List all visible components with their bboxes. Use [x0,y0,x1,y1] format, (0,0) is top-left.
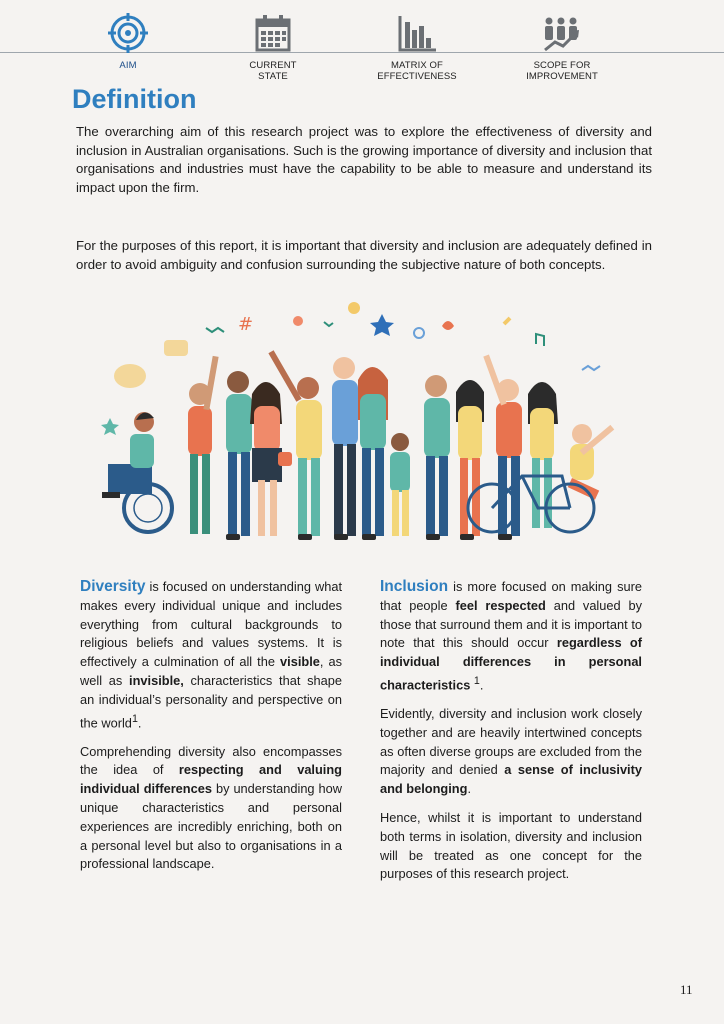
diversity-paragraph-2 [80,743,342,875]
text-bold: feel respected [455,597,546,613]
text-run: , as well as [80,654,342,688]
nav-label-scope: SCOPE FOR IMPROVEMENT [526,60,598,82]
inclusion-column [380,578,642,894]
text-bold: regardless of individual differences in personal characteristics [380,635,642,693]
nav-item-current-state[interactable] [218,12,328,82]
inclusion-term: Inclusion [380,578,449,595]
text-run: . [467,781,471,797]
nav-item-scope[interactable] [507,12,617,82]
svg-text:#: # [238,314,254,335]
page-number: 11 [680,982,693,997]
nav-item-matrix[interactable] [362,12,472,82]
footnote-ref: 1 [131,712,138,725]
text-run: . [479,677,484,693]
inclusion-paragraph-2 [380,705,642,799]
intro-paragraph-2: For the purposes of this report, it is important that diversity and inclusion are adequately defined in order to avoid ambiguity and confusion surrounding the subjective nature of both concepts. [76,238,652,272]
page-title: Definition [72,84,197,114]
text-bold: visible [280,654,320,670]
people-growth-icon [541,12,583,54]
text-bold: a sense of inclusivity and belonging [380,762,642,797]
text-bold: respecting and valuing individual differences [80,762,342,797]
diversity-paragraph-1 [80,578,342,733]
footnote-ref: 1 [473,674,480,687]
target-icon [107,12,149,54]
intro-paragraph-1: The overarching aim of this research project was to explore the effectiveness of diversity and inclusion in Australian organisations. Such is the growing importance of diversity and inclusion that organisations and industries must have the capability to be able to measure and understand its impact upon the firm. [76,124,652,195]
diverse-people-illustration [92,296,652,544]
nav-item-aim[interactable] [73,12,183,71]
text-run: Comprehending diversity also encompasses the idea of [80,743,342,778]
text-run: is more focused on making sure that people [380,579,642,613]
crowd [188,350,614,540]
nav-label-aim: AIM [119,60,137,71]
calendar-icon [252,12,294,54]
diversity-column [80,578,342,884]
text-run: Evidently, diversity and inclusion work closely together and are heavily intertwined concepts as often diverse groups are excluded from the majority and denied [380,706,642,778]
inclusion-paragraph-3: Hence, whilst it is important to understand both terms in isolation, diversity and inclusion will be treated as one concept for the purposes of this research project. [380,810,642,882]
text-run: is focused on understanding what makes every individual unique and includes everything from cultural backgrounds to religious beliefs and values systems. It is effectively a culmination of all the [80,579,342,670]
bar-chart-icon [396,12,438,54]
diversity-term: Diversity [80,578,146,595]
text-bold: invisible, [129,672,184,688]
text-run: characteristics that shape an individual’s personality and perspective on the world [80,672,342,730]
nav-label-current-state: CURRENT STATE [249,60,297,82]
text-run: by understanding how unique characteristics and personal experiences are incredibly enriching, both on a personal level but also to organisations in a professional landscape. [80,781,342,872]
text-run: and valued by those that surround them and it is important to note that this should occur [380,597,642,651]
text-run: . [137,714,142,730]
inclusion-paragraph-1 [380,578,642,695]
nav-label-matrix: MATRIX OF EFFECTIVENESS [377,60,457,82]
